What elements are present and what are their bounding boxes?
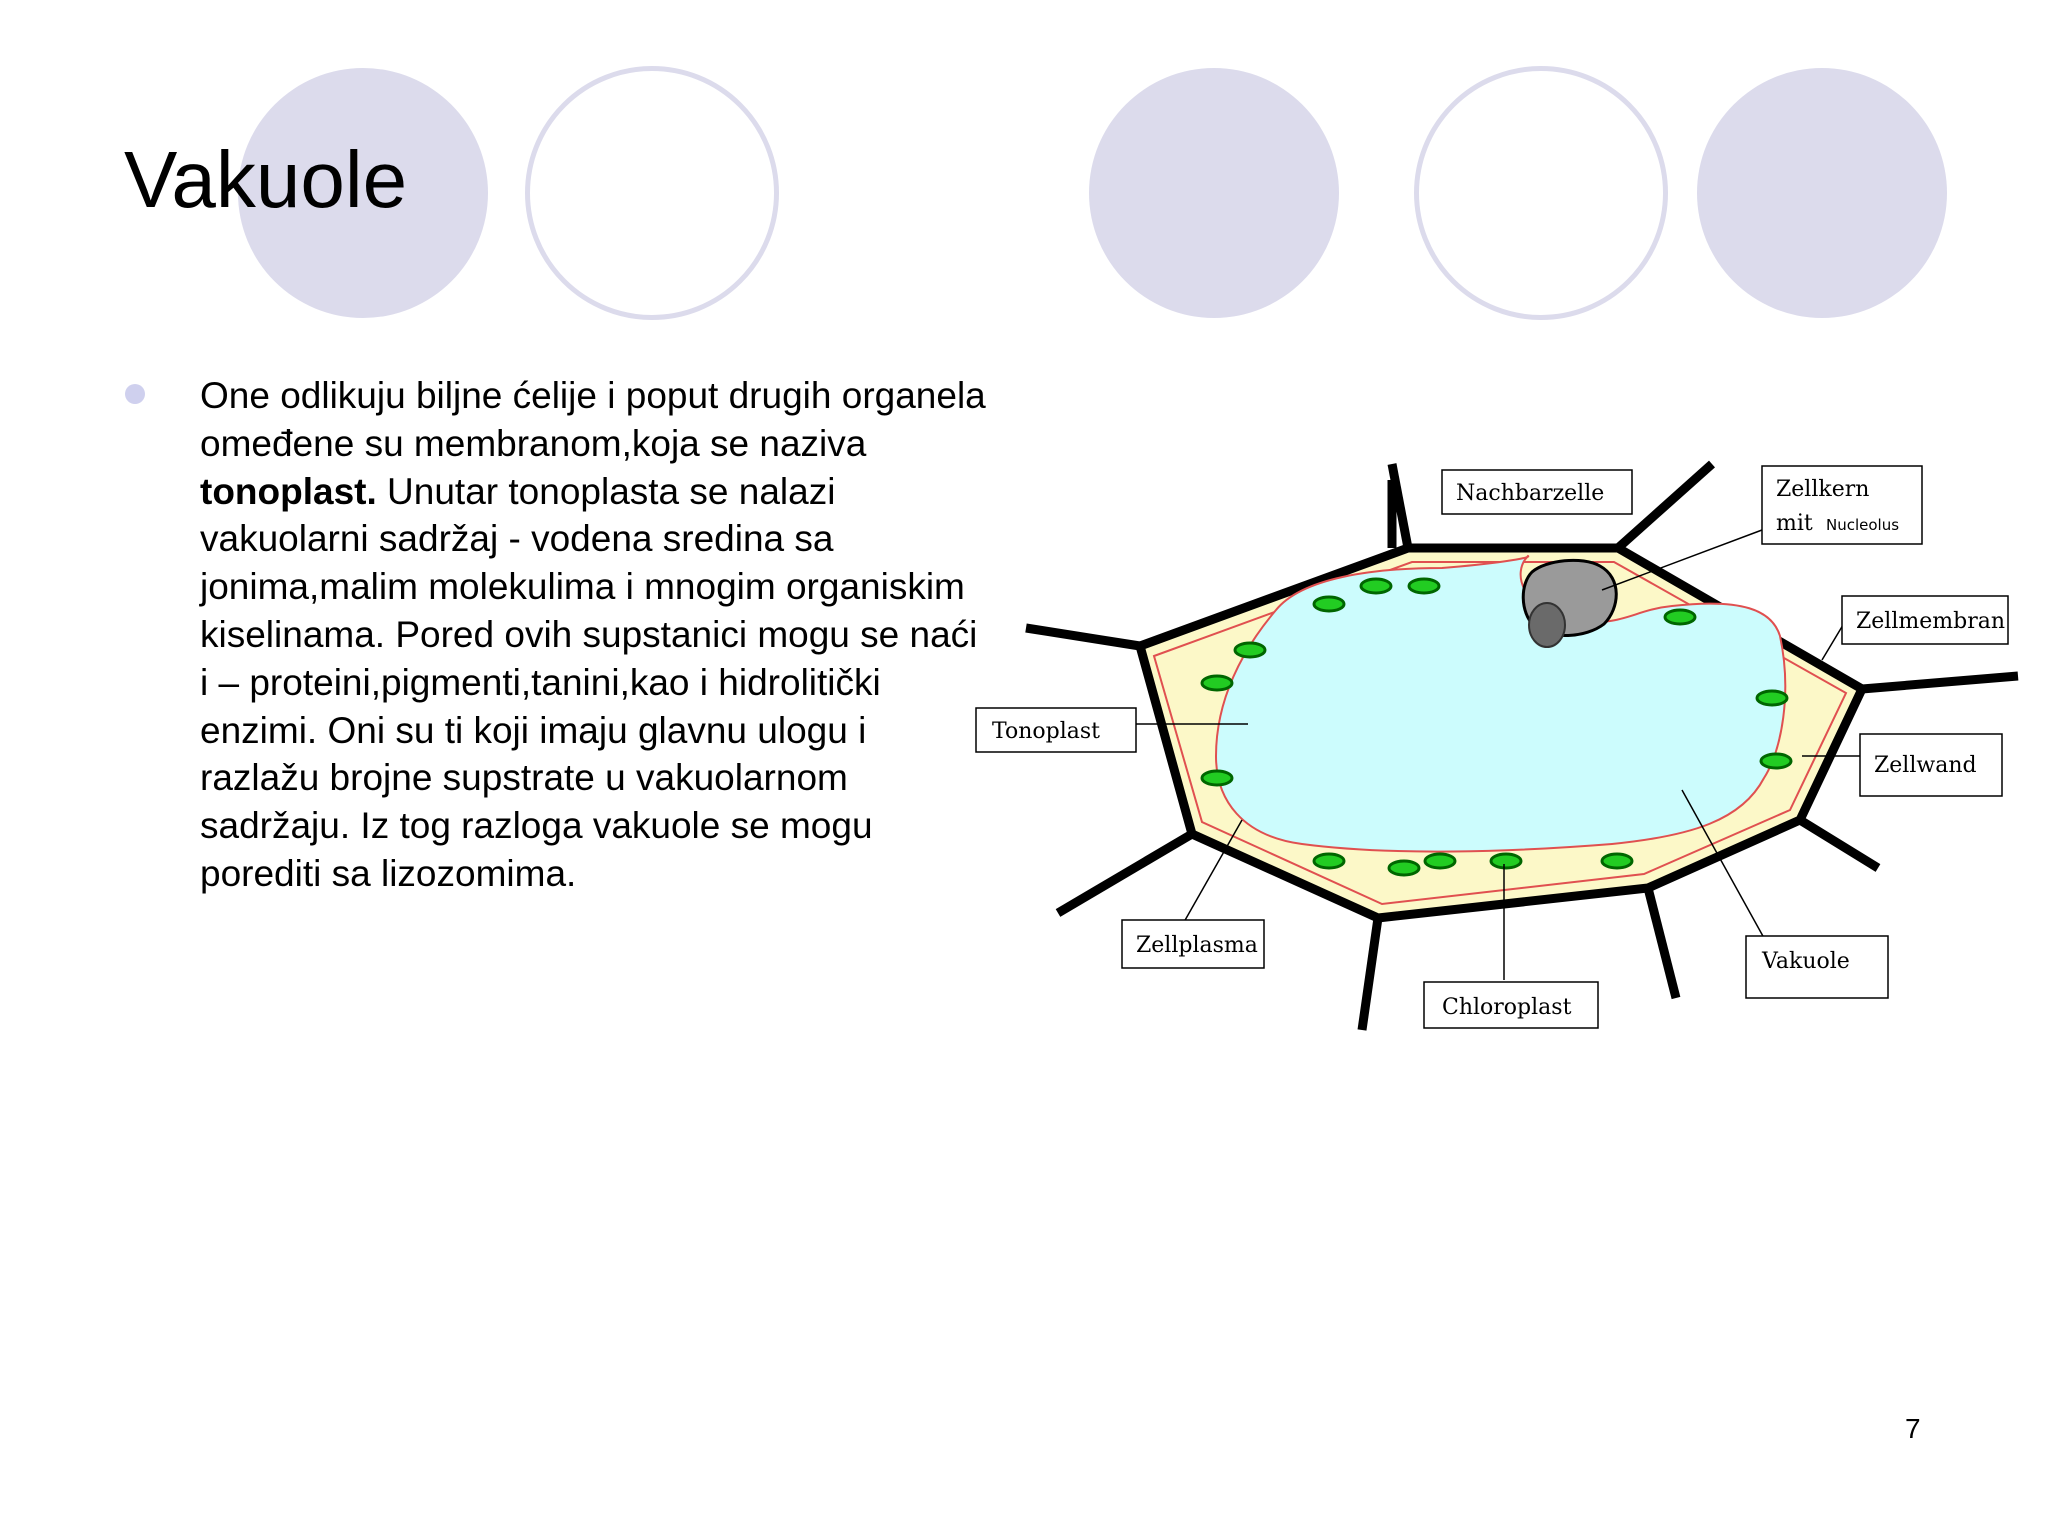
wall-stub-south-2	[1648, 888, 1676, 998]
bullet-marker	[125, 384, 145, 404]
chloroplast-10	[1314, 854, 1344, 868]
chloroplast-2	[1361, 579, 1391, 593]
bullet-paragraph	[200, 372, 990, 898]
label-tonoplast: Tonoplast	[992, 719, 1100, 744]
label-nachbarzelle: Nachbarzelle	[1456, 481, 1605, 506]
label-zellplasma: Zellplasma	[1136, 933, 1258, 958]
bullet-text-part-1: One odlikuju biljne ćelije i poput drugih organela omeđene su membranom,koja se naziva	[200, 375, 986, 464]
chloroplast-1	[1314, 597, 1344, 611]
decorative-circle-3	[1697, 68, 1947, 318]
plant-cell-diagram	[972, 460, 2028, 1040]
chloroplast-4	[1665, 610, 1695, 624]
bullet-text-part-2: Unutar tonoplasta se nalazi vakuolarni sadržaj - vodena sredina sa jonima,malim molekulima i mnogim organiskim kiselinama. Pored ovih supstanici mogu se naći i – proteini,pigmenti,tanini,kao i hidrolitički enzimi. Oni su ti koji imaju glavnu ulogu i razlažu brojne supstrate u vakuolarnom sadržaju. Iz tog razloga vakuole se mogu porediti sa lizozomima.	[200, 470, 978, 894]
decorative-ring-2	[1414, 66, 1668, 320]
chloroplast-14	[1602, 854, 1632, 868]
chloroplast-3	[1409, 579, 1439, 593]
chloroplast-12	[1425, 854, 1455, 868]
wall-stub-east	[1862, 676, 2018, 689]
chloroplast-11	[1389, 861, 1419, 875]
label-mit: mit	[1776, 511, 1813, 536]
wall-stub-west	[1026, 628, 1140, 646]
label-vakuole: Vakuole	[1762, 949, 1850, 974]
decorative-circle-2	[1089, 68, 1339, 318]
wall-stub-southwest	[1058, 834, 1192, 913]
decorative-ring-1	[525, 66, 779, 320]
bullet-text-bold-term: tonoplast.	[200, 470, 377, 512]
chloroplast-7	[1757, 691, 1787, 705]
label-chloroplast: Chloroplast	[1442, 995, 1572, 1020]
label-zellkern: Zellkern	[1776, 477, 1870, 502]
chloroplast-5	[1235, 643, 1265, 657]
label-nucleolus: Nucleolus	[1826, 516, 1900, 534]
page-number: 7	[1905, 1413, 1921, 1444]
chloroplast-9	[1202, 771, 1232, 785]
label-zellwand: Zellwand	[1874, 753, 1977, 778]
label-zellmembran: Zellmembran	[1856, 609, 2006, 634]
wall-stub-south-1	[1362, 918, 1378, 1030]
chloroplast-8	[1761, 754, 1791, 768]
slide-title: Vakuole	[124, 135, 408, 224]
chloroplast-13	[1491, 854, 1521, 868]
wall-stub-southeast	[1800, 820, 1878, 868]
chloroplast-6	[1202, 676, 1232, 690]
nucleolus	[1529, 603, 1565, 647]
